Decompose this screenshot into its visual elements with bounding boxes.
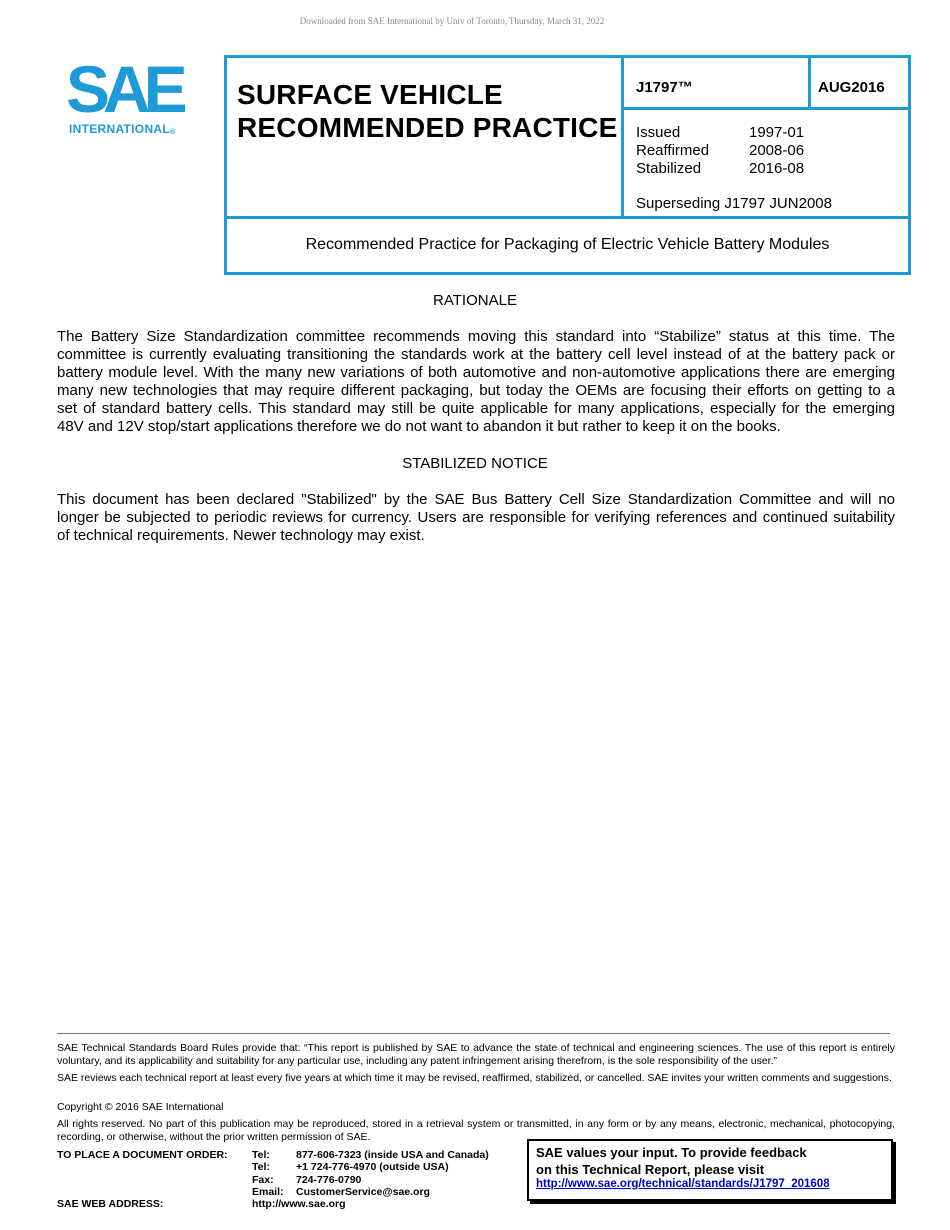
web-address-link[interactable]: http://www.sae.org — [252, 1198, 346, 1210]
registered-mark: ® — [170, 129, 176, 136]
logo-wordmark: SAE — [66, 52, 181, 126]
order-contacts — [252, 1149, 489, 1198]
rationale-line: committee is currently evaluating transitioning the standards work at the battery cell level instead of at the battery pack or — [57, 346, 895, 363]
header-divider-vertical — [621, 58, 624, 218]
history-label: Stabilized — [636, 160, 702, 177]
contact-row — [252, 1149, 489, 1161]
title-line-1: SURFACE VEHICLE — [237, 79, 503, 110]
feedback-link[interactable]: http://www.sae.org/technical/standards/J1797_201608 — [536, 1178, 830, 1190]
contact-row — [252, 1186, 489, 1198]
feedback-line-2: on this Technical Report, please visit — [536, 1162, 765, 1177]
contact-row — [252, 1174, 489, 1186]
stabilized-notice-heading: STABILIZED NOTICE — [402, 455, 548, 472]
rationale-line: 48V and 12V stop/start applications therefore we do not want to abandon it but rather to keep it on the books. — [57, 418, 781, 435]
logo-subtitle-text: INTERNATIONAL — [69, 122, 171, 136]
history-label: Issued — [636, 124, 681, 141]
rationale-line: battery module level. With the many new variations of both automotive and non-automotive applications there are emerging — [57, 364, 895, 381]
contact-value: 724-776-0790 — [296, 1173, 362, 1186]
download-note: Downloaded from SAE International by Univ of Toronto, Thursday, March 31, 2022 — [299, 16, 605, 26]
footer-copyright: Copyright © 2016 SAE International — [57, 1101, 224, 1113]
document-date: AUG2016 — [818, 79, 885, 96]
order-label: TO PLACE A DOCUMENT ORDER: — [57, 1149, 228, 1161]
rationale-line: The Battery Size Standardization committee recommends moving this standard into “Stabilize” status at this time. The — [57, 328, 895, 345]
history-row — [636, 124, 804, 142]
document-number: J1797™ — [636, 79, 693, 96]
contact-row — [252, 1161, 489, 1173]
notice-line: This document has been declared "Stabilized" by the SAE Bus Battery Cell Size Standardization Committee and will no — [57, 491, 895, 508]
history-value: 1997-01 — [749, 124, 805, 141]
feedback-text — [536, 1144, 807, 1178]
stabilized-notice-paragraph — [57, 491, 895, 545]
notice-line: longer be subjected to periodic reviews for currency. Users are responsible for verifying references and continued suitability — [57, 509, 895, 526]
footer-rights: All rights reserved. No part of this publication may be reproduced, stored in a retrieval system or transmitted, in any form or by any means, electronic, mechanical, photocopying, recording, or otherwise, without the prior written permission of SAE. — [57, 1118, 895, 1143]
web-address-label: SAE WEB ADDRESS: — [57, 1198, 164, 1210]
footer-review: SAE reviews each technical report at least every five years at which time it may be revised, reaffirmed, stabilized, or cancelled. SAE invites your written comments and suggestions. — [57, 1072, 892, 1084]
footer-rules: SAE Technical Standards Board Rules provide that: “This report is published by SAE to advance the state of technical and engineering sciences. The use of this report is entirely voluntary, and its applicability and suitability for any particular use, including any patent infringement arising therefrom, is the sole responsibility of the user.” — [57, 1042, 895, 1067]
superseding-note: Superseding J1797 JUN2008 — [636, 195, 832, 212]
history-value: 2008-06 — [749, 142, 805, 159]
header-divider-number — [621, 107, 908, 110]
rationale-heading: RATIONALE — [433, 292, 517, 309]
contact-key: Fax: — [252, 1173, 274, 1186]
history-label: Reaffirmed — [636, 142, 710, 159]
rationale-line: set of standard battery cells. This standard may still be quite applicable for many applications, especially for the emerging — [57, 400, 895, 417]
logo-subtitle — [69, 122, 175, 136]
header-divider-date — [808, 58, 811, 110]
footer-divider — [57, 1033, 890, 1034]
rationale-paragraph — [57, 328, 895, 436]
contact-key: Tel: — [252, 1149, 270, 1161]
document-type-title — [237, 78, 617, 144]
history-value: 2016-08 — [749, 160, 805, 177]
header-box — [224, 55, 911, 275]
contact-key: Email: — [252, 1185, 284, 1198]
rationale-line: many new technologies that may require different packaging, but today the OEMs are focusing their efforts on getting to a — [57, 382, 895, 399]
document-history — [636, 124, 804, 178]
title-line-2: RECOMMENDED PRACTICE — [237, 112, 618, 143]
notice-line: of technical requirements. Newer technology may exist. — [57, 527, 425, 544]
history-row — [636, 160, 804, 178]
header-divider-subtitle — [227, 216, 908, 219]
document-subtitle: Recommended Practice for Packaging of Electric Vehicle Battery Modules — [305, 236, 830, 253]
sae-logo — [66, 52, 196, 138]
contact-email[interactable]: CustomerService@sae.org — [296, 1185, 430, 1198]
contact-value: +1 724-776-4970 (outside USA) — [296, 1161, 449, 1174]
feedback-box — [527, 1139, 893, 1201]
contact-key: Tel: — [252, 1161, 270, 1174]
feedback-line-1: SAE values your input. To provide feedback — [536, 1145, 807, 1160]
history-row — [636, 142, 804, 160]
contact-value: 877-606-7323 (inside USA and Canada) — [296, 1149, 489, 1161]
